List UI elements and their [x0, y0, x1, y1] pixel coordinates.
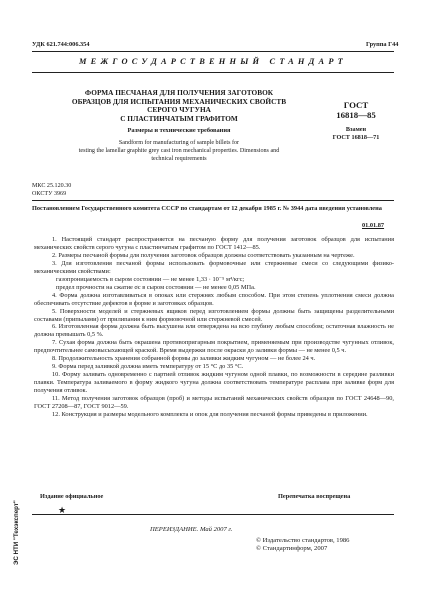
- copyright-line: © Издательство стандартов, 1986: [256, 537, 350, 544]
- document-title-en: [44, 140, 314, 164]
- interstate-standard-heading: МЕЖГОСУДАРСТВЕННЫЙ СТАНДАРТ: [79, 57, 347, 66]
- paragraph-3-item-1: газопроницаемость в сыром состоянии — не менее 1,33 · 10⁻⁵ м⁴/кгс;: [56, 275, 245, 283]
- footer-rule: [32, 514, 394, 515]
- replaces-standard: [318, 126, 394, 142]
- reprint-prohibited-label: Перепечатка воспрещена: [278, 493, 351, 500]
- udk-code: УДК 621.744:006.354: [32, 41, 90, 48]
- paragraph-10: 10. Форму заливать одновременно с партией отливок жидким чугуном одной плавки, по возможности в середине разливки плавки. Температура заливаемого в форму жидкого чугуна должна соответствовать температуре расплава при заливке форм для получения отливок.: [34, 371, 394, 395]
- title-line: СЕРОГО ЧУГУНА: [147, 105, 211, 115]
- okstu-code: ОКСТУ 3969: [32, 190, 67, 197]
- paragraph-5: 5. Поверхности моделей и стержневых ящиков перед изготовлением формы должны быть защищены разделительными составами (припылами) от прилипания к ним формовочной или стержневой смесей.: [34, 307, 394, 323]
- paragraph-8: 8. Продолжительность хранения собранной формы до заливки жидким чугуном — не более 24 ч.: [52, 355, 316, 363]
- body-text: [34, 236, 394, 419]
- copyright-line: © Стандартинформ, 2007: [256, 545, 328, 553]
- title-en-line: technical requirements: [151, 155, 207, 162]
- subtitle-ru: Размеры и технические требования: [127, 127, 231, 134]
- side-stamp: [10, 500, 20, 565]
- title-line: ФОРМА ПЕСЧАНАЯ ДЛЯ ПОЛУЧЕНИЯ ЗАГОТОВОК: [84, 88, 274, 97]
- paragraph-4: 4. Форма должна изготавливаться в опоках или стержнях любым способом. При этом степень уплотнения смеси должна обеспечивать отсутствие дефектов в форме и заготовках образцов.: [34, 291, 394, 307]
- replaces-label: Взамен: [345, 126, 367, 133]
- gost-number: [326, 100, 386, 121]
- copyright-block: [256, 537, 349, 553]
- mks-code: МКС 25.120.30: [32, 183, 72, 189]
- side-stamp-text: ЭС НТИ "Техэксперт": [13, 500, 20, 565]
- paragraph-3-item-2: предел прочности на сжатие σc в сыром состоянии — не менее 0,05 МПа.: [56, 283, 256, 291]
- reissue-note: ПЕРЕИЗДАНИЕ. Май 2007 г.: [150, 526, 233, 533]
- replaces-code: ГОСТ 16818—71: [332, 134, 380, 141]
- decree-text: Постановлением Государственного комитета СССР по стандартам от 12 декабря 1985 г. № 3944 дата введения установлена: [32, 205, 382, 212]
- classification-codes: [32, 183, 71, 198]
- codes-rule: [32, 200, 394, 201]
- paragraph-12: 12. Конструкция и размеры модельного комплекта и опок для получения песчаной формы приведены в приложении.: [52, 410, 368, 418]
- title-line: ОБРАЗЦОВ ДЛЯ ИСПЫТАНИЯ МЕХАНИЧЕСКИХ СВОЙСТВ: [71, 96, 287, 106]
- paragraph-1: 1. Настоящий стандарт распространяется на песчаную форму для получения заготовок образцов для испытания механических свойств серого чугуна с пластинчатым графитом по ГОСТ 1412—85.: [34, 236, 394, 251]
- star-icon: ★: [58, 505, 67, 515]
- top-rule: [32, 51, 394, 52]
- gost-label: ГОСТ: [343, 100, 369, 110]
- document-title-ru: [44, 89, 314, 123]
- title-line: С ПЛАСТИНЧАТЫМ ГРАФИТОМ: [120, 113, 238, 123]
- paragraph-11: 11. Метод получения заготовок образцов (проб) и методы испытаний механических свойств образцов по ГОСТ 24648—90, ГОСТ 27208—87, ГОСТ 9012—59.: [34, 395, 394, 411]
- paragraph-3: 3. Для изготовления песчаной формы использовать формовочные или стержневые смеси со следующими физико-механическими свойствами:: [34, 259, 394, 275]
- paragraph-2: 2. Размеры песчаной формы для получения заготовок образцов должны соответствовать указанным на чертеже.: [52, 251, 355, 259]
- paragraph-6: 6. Изготовленная форма должна быть высушена или отверждена на всю глубину любым способом; остаточная влажность не должна превышать 0,5 %.: [34, 323, 394, 339]
- effective-date: 01.01.87: [362, 222, 385, 229]
- title-en-line: testing the lamellar graphite grey cast iron mechanical properties. Dimensions and: [78, 147, 280, 154]
- gost-code: 16818—85: [336, 110, 376, 121]
- paragraph-7: 7. Сухая форма должна быть окрашена противопригарным покрытием, применяемым при производстве чугунных отливок, предпочтительнее самовысыхающей краской. Время выдержки после окраски до заливки формы — не менее 0,5 ч.: [34, 339, 394, 355]
- header-rule: [32, 72, 394, 73]
- paragraph-9: 9. Форма перед заливкой должна иметь температуру от 15 °С до 35 °С.: [52, 363, 244, 371]
- group-code: Группа Г44: [366, 41, 399, 48]
- official-edition-label: Издание официальное: [40, 493, 104, 500]
- title-en-line: Sandform for manufacturing of sample billets for: [118, 140, 240, 146]
